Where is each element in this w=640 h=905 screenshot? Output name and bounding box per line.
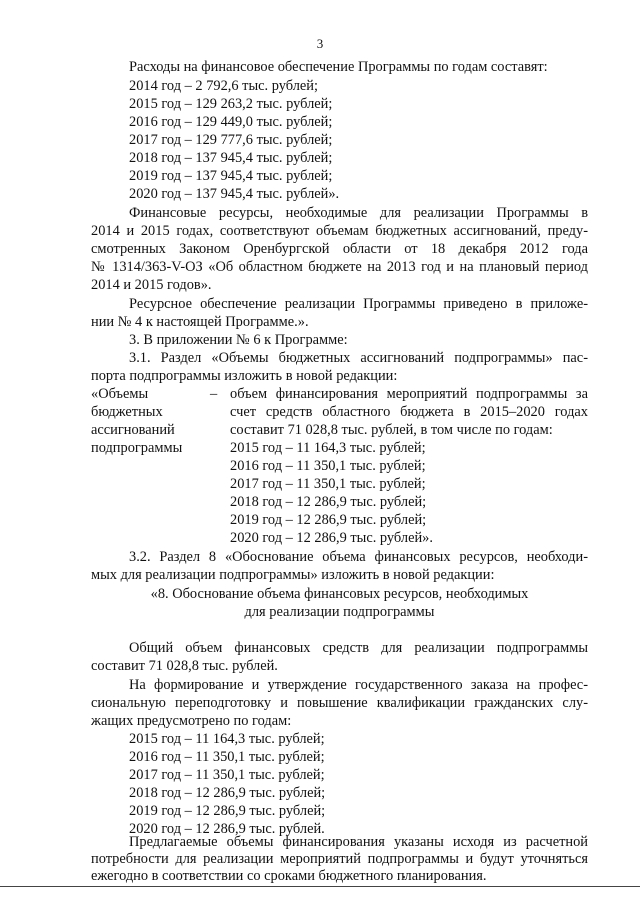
item-3-2-line: мых для реализации подпрограммы» изложить в новой редакции: <box>91 567 495 583</box>
year-line: 2015 год – 11 164,3 тыс. рублей; <box>129 731 325 747</box>
year-line: 2016 год – 11 350,1 тыс. рублей; <box>129 749 325 765</box>
total-paragraph-line: составит 71 028,8 тыс. рублей. <box>91 658 278 674</box>
table-right-line: составит 71 028,8 тыс. рублей, в том числе по годам: <box>230 422 553 438</box>
section-heading-line: для реализации подпрограммы <box>244 604 435 620</box>
final-paragraph-line: потребности для реализации мероприятий подпрограммы и будут уточняться <box>91 851 588 867</box>
total-paragraph-line: Общий объем финансовых средств для реализации подпрограммы <box>129 640 588 656</box>
year-line: 2018 год – 12 286,9 тыс. рублей; <box>129 785 326 801</box>
section-heading-line: «8. Обоснование объема финансовых ресурсов, необходимых <box>150 586 529 602</box>
table-left-label: подпрограммы <box>91 440 183 456</box>
table-right-line: 2016 год – 11 350,1 тыс. рублей; <box>230 458 426 474</box>
resources-paragraph-line: 2014 и 2015 годах, соответствуют объемам бюджетных ассигнований, преду- <box>91 223 588 239</box>
table-right-line: 2015 год – 11 164,3 тыс. рублей; <box>230 440 426 456</box>
annex-paragraph-line: нии № 4 к настоящей Программе.». <box>91 314 309 330</box>
training-paragraph-line: жащих предусмотрено по годам: <box>91 713 292 729</box>
table-right-line: объем финансирования мероприятий подпрограммы за <box>230 386 588 402</box>
table-right-line: 2017 год – 11 350,1 тыс. рублей; <box>230 476 426 492</box>
page-bottom-edge <box>0 886 640 887</box>
training-paragraph-line: На формирование и утверждение государственного заказа на профес- <box>129 677 588 693</box>
item-3-2-line: 3.2. Раздел 8 «Обоснование объема финансовых ресурсов, необходи- <box>129 549 588 565</box>
intro-year-line: 2014 год – 2 792,6 тыс. рублей; <box>129 78 318 94</box>
intro-lead: Расходы на финансовое обеспечение Программы по годам составят: <box>129 59 548 75</box>
table-dash: – <box>210 386 218 402</box>
year-line: 2020 год – 12 286,9 тыс. рублей. <box>129 821 325 837</box>
table-left-label: «Объемы <box>91 386 149 402</box>
table-right-line: 2020 год – 12 286,9 тыс. рублей». <box>230 530 433 546</box>
table-right-line: счет средств областного бюджета в 2015–2020 годах <box>230 404 588 420</box>
intro-year-line: 2018 год – 137 945,4 тыс. рублей; <box>129 150 333 166</box>
final-paragraph-line: Предлагаемые объемы финансирования указаны исходя из расчетной <box>129 834 588 850</box>
resources-paragraph-line: смотренных Законом Оренбургской области от 18 декабря 2012 года <box>91 241 588 257</box>
year-line: 2019 год – 12 286,9 тыс. рублей; <box>129 803 326 819</box>
item-3-1-line: 3.1. Раздел «Объемы бюджетных ассигнований подпрограммы» пас- <box>129 350 588 366</box>
year-line: 2017 год – 11 350,1 тыс. рублей; <box>129 767 325 783</box>
item-3-1-line: порта подпрограммы изложить в новой редакции: <box>91 368 398 384</box>
intro-year-line: 2019 год – 137 945,4 тыс. рублей; <box>129 168 333 184</box>
intro-year-line: 2016 год – 129 449,0 тыс. рублей; <box>129 114 333 130</box>
table-right-line: 2019 год – 12 286,9 тыс. рублей; <box>230 512 427 528</box>
item-3: 3. В приложении № 6 к Программе: <box>129 332 348 348</box>
resources-paragraph-line: Финансовые ресурсы, необходимые для реализации Программы в <box>129 205 588 221</box>
intro-year-line: 2015 год – 129 263,2 тыс. рублей; <box>129 96 333 112</box>
intro-year-line: 2017 год – 129 777,6 тыс. рублей; <box>129 132 333 148</box>
training-paragraph-line: сиональную переподготовку и повышение квалификации гражданских слу- <box>91 695 588 711</box>
table-left-label: ассигнований <box>91 422 175 438</box>
final-paragraph-line: ежегодно в соответствии со сроками бюджетного планирования. <box>91 868 487 884</box>
page-number: 3 <box>316 36 324 51</box>
intro-year-line: 2020 год – 137 945,4 тыс. рублей». <box>129 186 340 202</box>
table-right-line: 2018 год – 12 286,9 тыс. рублей; <box>230 494 427 510</box>
annex-paragraph-line: Ресурсное обеспечение реализации Программы приведено в приложе- <box>129 296 588 312</box>
resources-paragraph-line: 2014 и 2015 годов». <box>91 277 212 293</box>
resources-paragraph-line: № 1314/363-V-ОЗ «Об областном бюджете на 2013 год и на плановый период <box>91 259 588 275</box>
table-left-label: бюджетных <box>91 404 163 420</box>
